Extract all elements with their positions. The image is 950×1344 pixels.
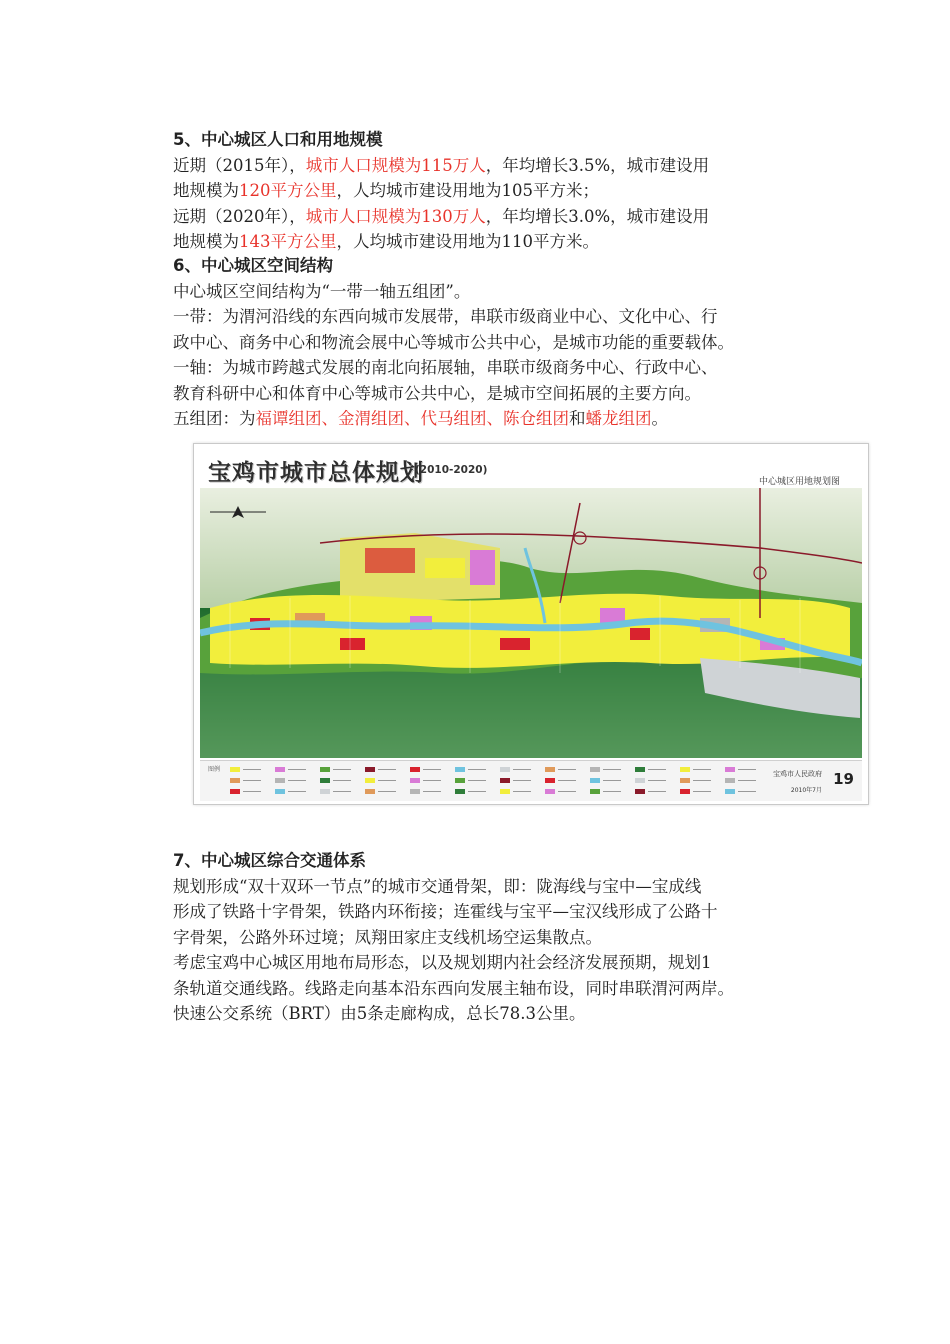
legend-label-placeholder [243,791,261,792]
text-run: ，人均城市建设用地为105平方米； [336,181,599,200]
section6-line [173,406,833,432]
legend-swatch [725,767,735,772]
legend-swatch [410,778,420,783]
section7-line [173,976,833,1002]
legend-label-placeholder [333,791,351,792]
legend-label-placeholder [288,769,306,770]
section-5-heading: 5、中心城区人口和用地规模 [173,130,383,149]
legend-swatch [500,789,510,794]
section5-line [173,153,833,179]
legend-swatch [365,789,375,794]
legend-label-placeholder [738,769,756,770]
legend-label-placeholder [603,780,621,781]
legend-label-placeholder [513,791,531,792]
section-7-heading: 7、中心城区综合交通体系 [173,851,366,870]
map-legend [200,760,862,801]
text-run: 近期（2015年）， [173,155,306,175]
section5-line [173,229,833,255]
text-run: 远期（2020年）， [173,206,306,226]
legend-swatch [725,789,735,794]
legend-label-placeholder [513,769,531,770]
legend-label-placeholder [513,780,531,781]
text-run: 条轨道交通线路。线路走向基本沿东西向发展主轴布设，同时串联渭河两岸。 [173,978,734,998]
legend-label-placeholder [558,791,576,792]
legend-swatch [635,778,645,783]
text-run: 地规模为 [173,232,239,251]
legend-label-placeholder [648,780,666,781]
highlighted-text: 143平方公里 [239,232,337,251]
legend-swatch [230,789,240,794]
map-subtitle: 中心城区用地规划图 [758,477,840,487]
highlighted-text: 蟠龙组团 [585,409,652,428]
section-6-heading: 6、中心城区空间结构 [173,256,333,275]
legend-swatch [455,789,465,794]
legend-swatch [545,778,555,783]
highlighted-text: 城市人口规模为130万人 [305,206,486,226]
legend-swatch [635,767,645,772]
legend-label-placeholder [423,791,441,792]
text-run: 和 [569,409,586,428]
map-artwork [200,488,862,758]
legend-swatch [320,767,330,772]
legend-swatch [500,767,510,772]
section-7-body [173,874,833,1027]
legend-label-placeholder [738,780,756,781]
legend-label-placeholder [333,769,351,770]
legend-label-placeholder [693,791,711,792]
map-image [200,488,862,758]
legend-label-placeholder [693,780,711,781]
legend-label-placeholder [468,780,486,781]
legend-swatch [320,778,330,783]
legend-swatch [680,789,690,794]
legend-label-placeholder [648,791,666,792]
map-date: 2010年7月 [790,787,822,794]
legend-swatch [230,767,240,772]
text-run: 字骨架，公路外环过境；凤翔田家庄支线机场空运集散点。 [173,927,602,947]
section5-line [173,178,833,204]
section7-line [173,950,833,976]
map-years: (2010-2020) [415,464,488,476]
legend-label-placeholder [243,769,261,770]
legend-swatch [545,789,555,794]
highlighted-text: 福谭组团、金渭组团、代马组团、陈仓组团 [255,409,569,428]
text-run: 一轴：为城市跨越式发展的南北向拓展轴，串联市级商务中心、行政中心、 [173,358,718,377]
legend-label-placeholder [558,780,576,781]
map-title: 宝鸡市城市总体规划 [208,460,424,486]
legend-label-placeholder [333,780,351,781]
text-run: 。 [651,409,668,428]
text-run: ，年均增长3.5%，城市建设用 [485,155,710,175]
text-run: 地规模为 [173,181,239,200]
legend-swatch [365,778,375,783]
legend-label-placeholder [558,769,576,770]
legend-swatch [590,778,600,783]
legend-label-placeholder [423,769,441,770]
highlighted-text: 城市人口规模为115万人 [305,155,486,175]
section6-line [173,381,833,407]
legend-swatch [455,767,465,772]
map-organization: 宝鸡市人民政府 [773,770,822,778]
legend-label-placeholder [288,791,306,792]
section7-line [173,874,833,900]
legend-swatch [635,789,645,794]
section6-line [173,279,833,305]
legend-label-placeholder [738,791,756,792]
legend-swatch [230,778,240,783]
highlighted-text: 120平方公里 [239,181,337,200]
legend-label-placeholder [378,769,396,770]
section5-line [173,204,833,230]
legend-swatch [500,778,510,783]
text-run: 五组团：为 [173,409,256,428]
text-run: 考虑宝鸡中心城区用地布局形态，以及规划期内社会经济发展预期，规划1 [173,953,712,972]
legend-label-placeholder [423,780,441,781]
legend-swatch [680,778,690,783]
legend-label-placeholder [603,791,621,792]
text-run: 教育科研中心和体育中心等城市公共中心，是城市空间拓展的主要方向。 [173,383,701,403]
legend-swatch [680,767,690,772]
legend-swatch [590,767,600,772]
section-5-body [173,153,833,255]
legend-swatch [275,767,285,772]
legend-label-placeholder [378,791,396,792]
section-6 [173,253,833,432]
section6-line [173,330,833,356]
section7-line [173,899,833,925]
legend-swatch [725,778,735,783]
map-page-number: 19 [833,770,854,788]
text-run: 中心城区空间结构为“一带一轴五组团”。 [173,281,471,301]
section6-line [173,355,833,381]
legend-swatch [365,767,375,772]
legend-label-placeholder [648,769,666,770]
legend-swatch [590,789,600,794]
legend-label-placeholder [468,769,486,770]
legend-title: 图例 [208,766,221,773]
text-run: ，人均城市建设用地为110平方米。 [336,232,599,251]
section-6-body [173,279,833,432]
text-run: 快速公交系统（BRT）由5条走廊构成，总长78.3公里。 [173,1004,586,1023]
legend-swatch [545,767,555,772]
text-run: 规划形成“双十双环一节点”的城市交通骨架，即：陇海线与宝中—宝成线 [173,876,702,896]
legend-swatch [410,767,420,772]
legend-swatch [410,789,420,794]
legend-label-placeholder [288,780,306,781]
section-7 [173,848,833,1027]
text-run: 形成了铁路十字骨架，铁路内环衔接；连霍线与宝平—宝汉线形成了公路十 [173,902,718,921]
section-5 [173,127,833,255]
text-run: 一带：为渭河沿线的东西向城市发展带，串联市级商业中心、文化中心、行 [173,307,718,326]
legend-swatch [275,789,285,794]
map-header [200,450,862,488]
section7-line [173,1001,833,1027]
land-use-map-figure [193,443,869,805]
legend-label-placeholder [693,769,711,770]
legend-label-placeholder [378,780,396,781]
section7-line [173,925,833,951]
legend-label-placeholder [468,791,486,792]
legend-label-placeholder [243,780,261,781]
legend-label-placeholder [603,769,621,770]
text-run: 政中心、商务中心和物流会展中心等城市公共中心，是城市功能的重要载体。 [173,332,734,352]
text-run: ，年均增长3.0%，城市建设用 [485,206,710,226]
section6-line [173,304,833,330]
legend-swatch [275,778,285,783]
legend-swatch [320,789,330,794]
legend-swatch [455,778,465,783]
